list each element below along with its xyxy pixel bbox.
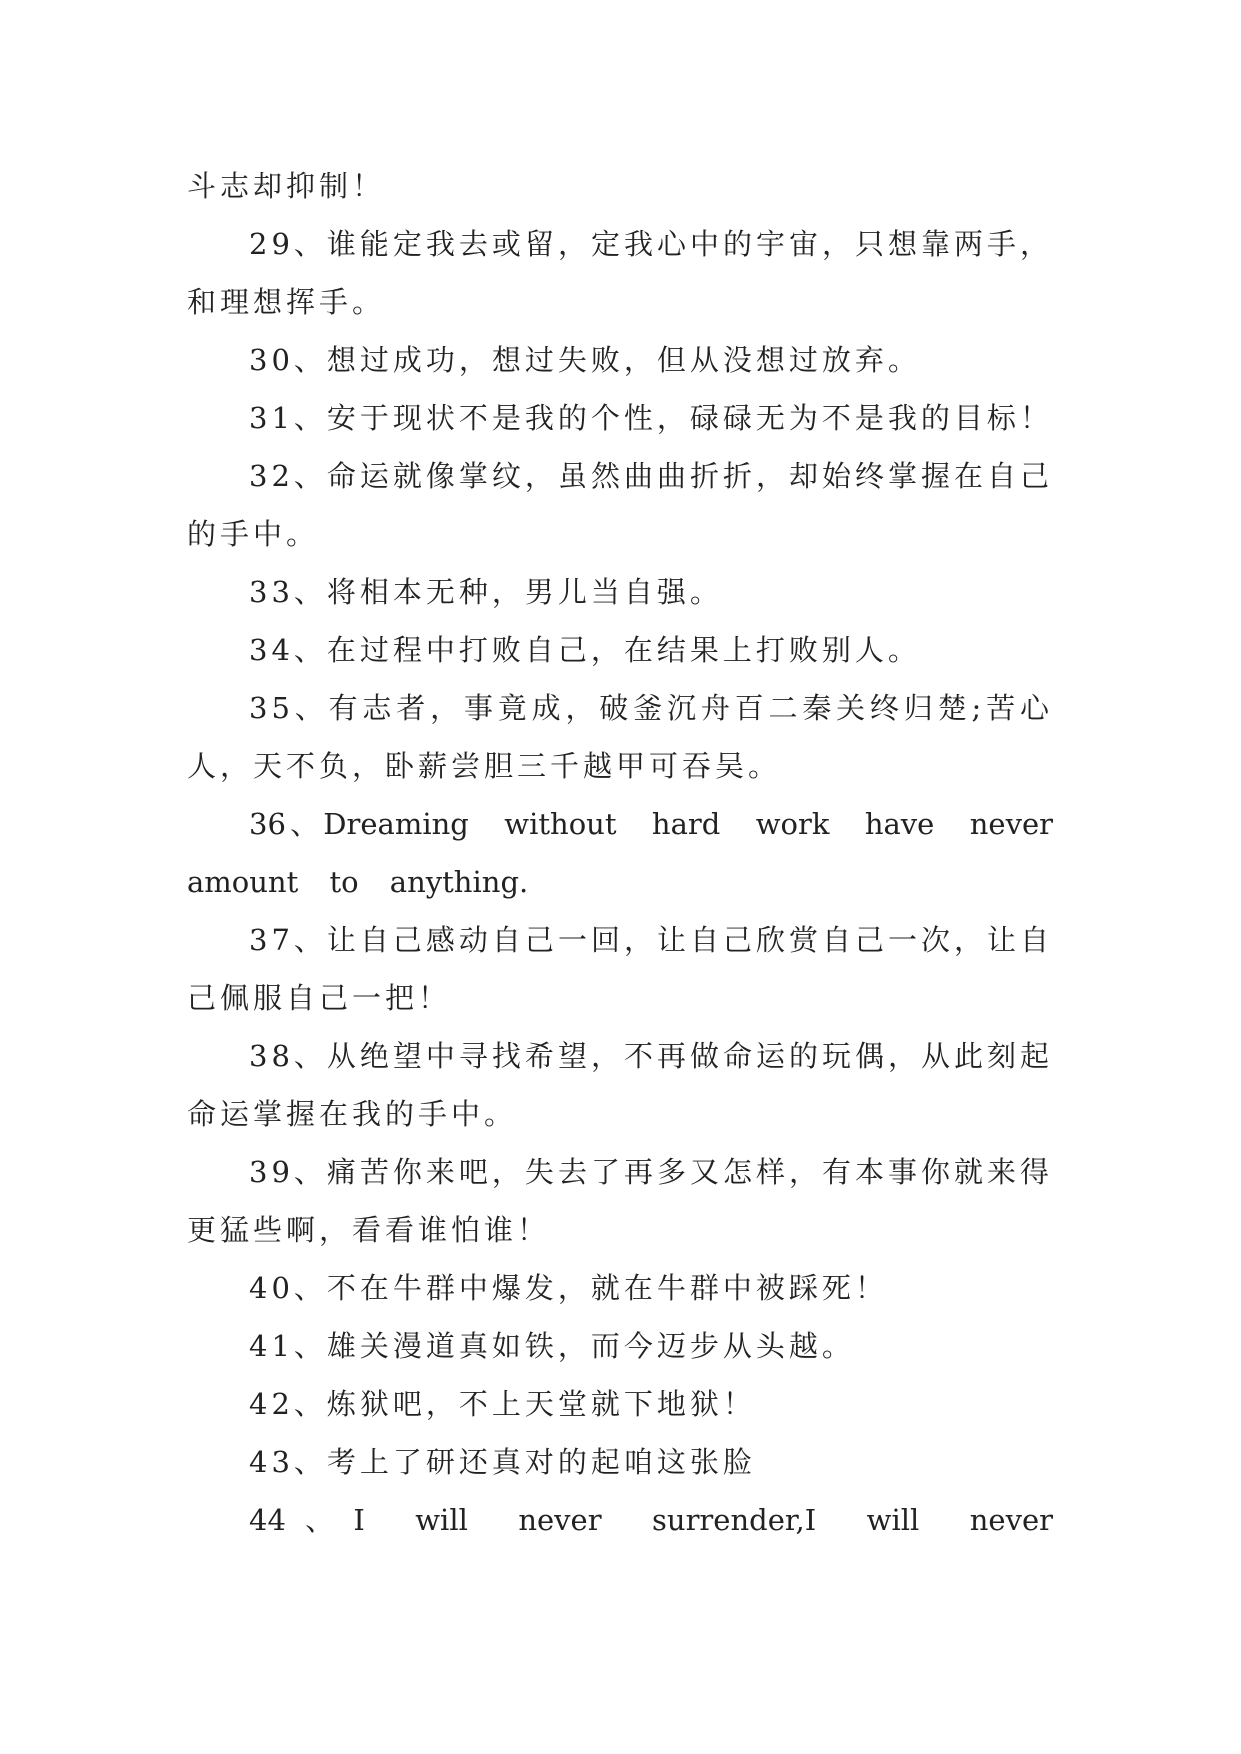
paragraph-41: 41、雄关漫道真如铁，而今迈步从头越。: [249, 1329, 855, 1363]
paragraph-35: 35、有志者，事竟成，破釜沉舟百二秦关终归楚;苦心人，天不负，卧薪尝胆三千越甲可吞吴。: [187, 691, 1053, 783]
document-body: [187, 157, 1053, 1549]
paragraph-continuation: 斗志却抑制！: [187, 169, 386, 203]
paragraph-37: 37、让自己感动自己一回，让自己欣赏自己一次，让自己佩服自己一把！: [187, 923, 1053, 1015]
paragraph-43: 43、考上了研还真对的起咱这张脸: [249, 1445, 756, 1479]
paragraph-38: 38、从绝望中寻找希望，不再做命运的玩偶，从此刻起命运掌握在我的手中。: [187, 1039, 1053, 1131]
paragraph-44: 44、I will never surrender,I will never: [249, 1503, 1053, 1537]
paragraph-33: 33、将相本无种，男儿当自强。: [249, 575, 723, 609]
paragraph-39: 39、痛苦你来吧，失去了再多又怎样，有本事你就来得更猛些啊，看看谁怕谁！: [187, 1155, 1053, 1247]
paragraph-36: 36、Dreaming without hard work have never amount to anything.: [187, 807, 1053, 899]
paragraph-29: 29、谁能定我去或留，定我心中的宇宙，只想靠两手，和理想挥手。: [187, 227, 1053, 319]
paragraph-40: 40、不在牛群中爆发，就在牛群中被踩死！: [249, 1271, 888, 1305]
paragraph-32: 32、命运就像掌纹，虽然曲曲折折，却始终掌握在自己的手中。: [187, 459, 1053, 551]
paragraph-31: 31、安于现状不是我的个性，碌碌无为不是我的目标！: [249, 401, 1053, 435]
paragraph-30: 30、想过成功，想过失败，但从没想过放弃。: [249, 343, 921, 377]
paragraph-42: 42、炼狱吧，不上天堂就下地狱！: [249, 1387, 756, 1421]
paragraph-34: 34、在过程中打败自己，在结果上打败别人。: [249, 633, 921, 667]
